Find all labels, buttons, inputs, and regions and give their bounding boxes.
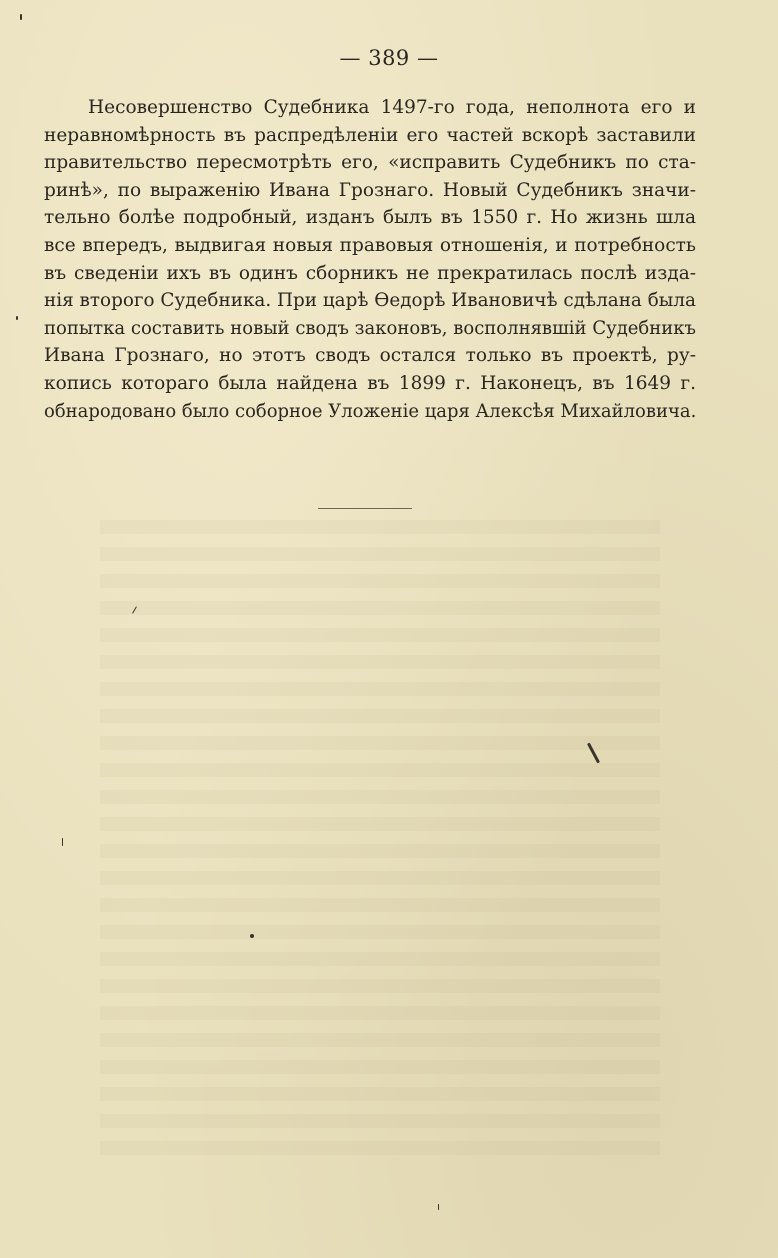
scan-speck bbox=[20, 14, 22, 20]
text-line: попытка составить новый сводъ законовъ, восполнявшій Судебникъ bbox=[44, 317, 696, 339]
text-line: Несовершенство Судебника 1497-го года, неполнота его и bbox=[88, 97, 696, 118]
page-number: — 389 — bbox=[339, 46, 439, 70]
bleed-through-texture bbox=[100, 520, 660, 1160]
scan-speck bbox=[438, 1204, 439, 1210]
scan-speck bbox=[62, 838, 63, 846]
text-line: все впередъ, выдвигая новыя правовыя отношенія, и потребность bbox=[44, 234, 696, 256]
text-line: копись котораго была найдена въ 1899 г. Наконецъ, въ 1649 г. bbox=[44, 372, 696, 394]
paragraph bbox=[44, 94, 696, 425]
text-line: правительство пересмотрѣть его, «исправить Судебникъ по ста- bbox=[44, 152, 696, 174]
scan-speck bbox=[250, 934, 254, 938]
scan-speck bbox=[16, 316, 18, 320]
text-line: нія второго Судебника. При царѣ Ѳедорѣ Ивановичѣ сдѣлана была bbox=[44, 290, 697, 312]
text-line: тельно болѣе подробный, изданъ былъ въ 1550 г. Но жизнь шла bbox=[44, 207, 696, 229]
text-line: Ивана Грознаго, но этотъ сводъ остался только въ проектѣ, ру- bbox=[44, 345, 696, 367]
text-line: неравномѣрность въ распредѣленіи его частей вскорѣ заставили bbox=[44, 124, 696, 146]
text-line: обнародовано было соборное Уложеніе царя Алексѣя Михайловича. bbox=[44, 400, 697, 422]
text-line: ринѣ», по выраженію Ивана Грознаго. Новый Судебникъ значи- bbox=[44, 179, 696, 201]
section-divider bbox=[318, 508, 412, 509]
text-line: въ сведеніи ихъ въ одинъ сборникъ не прекратилась послѣ изда- bbox=[44, 262, 696, 284]
